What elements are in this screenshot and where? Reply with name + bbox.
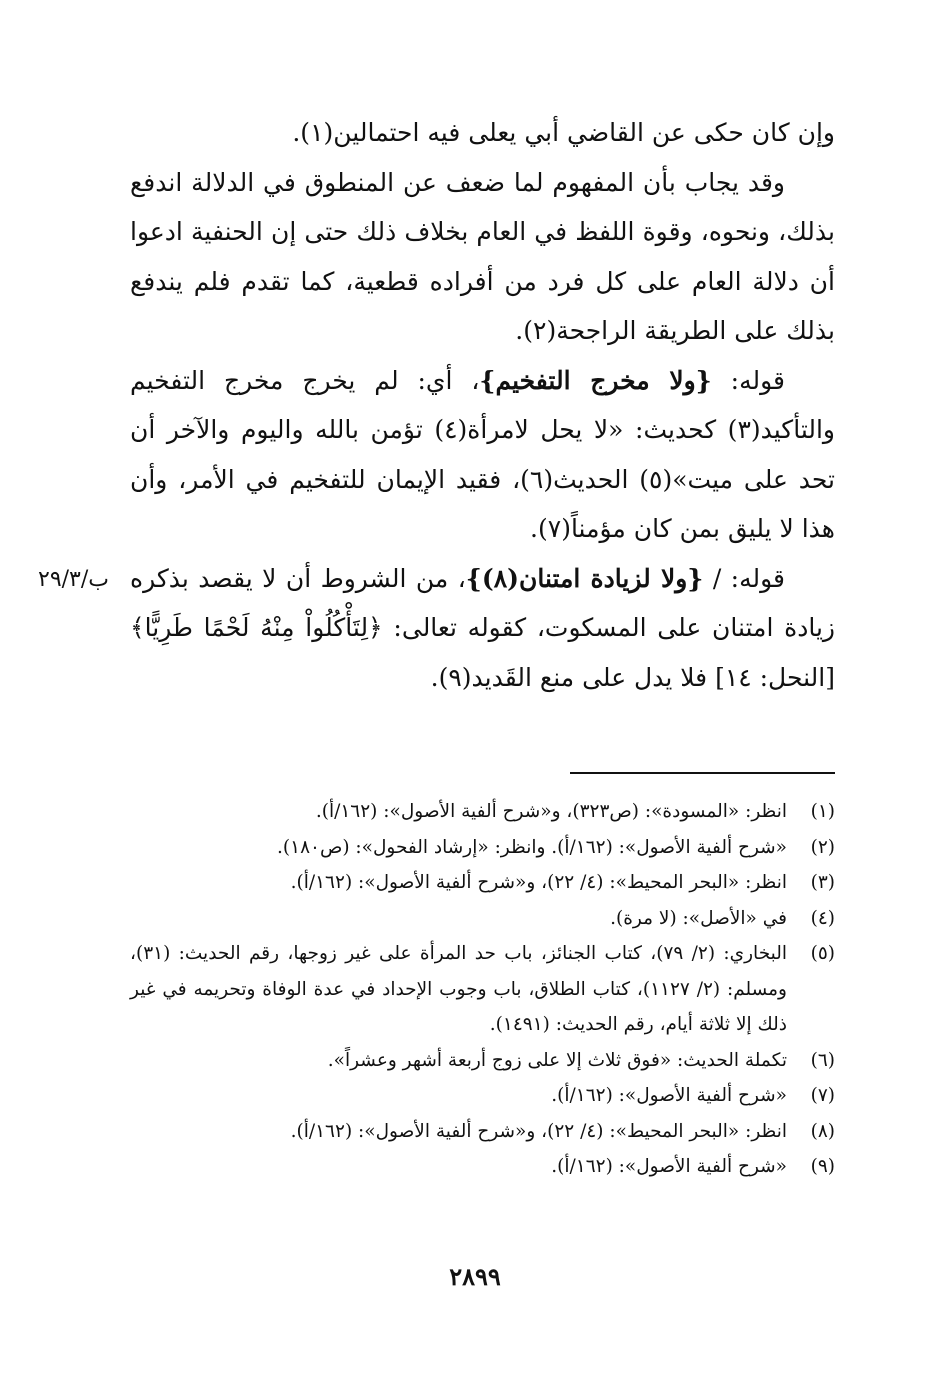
paragraph-4: [130, 554, 835, 703]
footnote-number: (٥): [810, 943, 835, 964]
footnote-number: (٧): [810, 1085, 835, 1106]
footnote: [130, 830, 835, 866]
footnote-text: انظر: «البحر المحيط»: (٤/ ٢٢)، و«شرح ألفية الأصول»: (١٦٢/أ).: [290, 1120, 787, 1142]
footnote: [130, 1043, 835, 1079]
footnote: [130, 936, 835, 1043]
footnote-number: (٦): [810, 1049, 835, 1071]
manuscript-folio-note: ب/٢٩/٣: [38, 567, 109, 592]
paragraph-3-heading: {ولا مخرج التفخيم}: [479, 365, 712, 395]
page-number: ٢٨٩٩: [449, 1262, 501, 1291]
footnote-text: «شرح ألفية الأصول»: (١٦٢/أ).: [551, 1156, 787, 1177]
paragraph-4-heading: {ولا لزيادة امتنان(٨)}: [465, 563, 704, 593]
footnote-number: (١): [810, 801, 835, 822]
footnote-number: (٢): [810, 836, 835, 858]
footnote-separator: [570, 772, 835, 774]
footnotes: [130, 794, 835, 1185]
footnote: [130, 901, 835, 937]
footnote-text: البخاري: (٢/ ٧٩)، كتاب الجنائز، باب حد المرأة على غير زوجها، رقم الحديث: (٣١)، ومسلم: (٢/ ١١٢٧)، كتاب الطلاق، باب وجوب الإحداد في عدة الوفاة وتحريمه في غير ذلك إلا ثلاثة أيام، رقم الحديث: (١٤٩١).: [130, 943, 787, 1035]
paragraph-4-lead: قوله: /: [703, 563, 785, 593]
footnote-number: (٤): [810, 907, 835, 929]
footnote-text: «شرح ألفية الأصول»: (١٦٢/أ).: [551, 1085, 787, 1106]
main-text: [130, 108, 835, 702]
footnote-number: (٨): [810, 1120, 835, 1142]
footnote: [130, 794, 835, 830]
footnote: [130, 1114, 835, 1150]
footnote: [130, 1078, 835, 1114]
paragraph-1: وإن كان حكى عن القاضي أبي يعلى فيه احتمالين(١).: [292, 118, 835, 147]
footnote-text: في «الأصل»: (لا مرة).: [610, 907, 787, 929]
footnote-number: (٩): [810, 1156, 835, 1177]
footnote-number: (٣): [810, 872, 835, 893]
paragraph-3: [130, 356, 835, 554]
paragraph-3-lead: قوله:: [711, 365, 785, 395]
paragraph-4-text: ، من الشروط أن لا يقصد بذكره زيادة امتنان على المسكوت، كقوله تعالى: ﴿لِتَأْكُلُواْ مِنْهُ لَحْمًا طَرِيًّا﴾ [النحل: ١٤] فلا يدل على منع القَديد(٩).: [130, 563, 835, 692]
paragraph-3-text: ، أي: لم يخرج مخرج التفخيم والتأكيد(٣) كحديث: «لا يحل لامرأة(٤) تؤمن بالله واليوم والآخر أن تحد على ميت»(٥) الحديث(٦)، فقيد الإيمان للتفخيم في الأمر، وأن هذا لا يليق بمن كان مؤمناً(٧).: [130, 365, 835, 543]
footnote: [130, 865, 835, 901]
footnote-text: تكملة الحديث: «فوق ثلاث إلا على زوج أربعة أشهر وعشراً».: [327, 1049, 787, 1071]
footnote: [130, 1149, 835, 1185]
footnote-text: انظر: «المسودة»: (ص٣٢٣)، و«شرح ألفية الأصول»: (١٦٢/أ).: [315, 801, 787, 822]
footnote-text: «شرح ألفية الأصول»: (١٦٢/أ). وانظر: «إرشاد الفحول»: (ص١٨٠).: [277, 836, 787, 858]
footnote-text: انظر: «البحر المحيط»: (٤/ ٢٢)، و«شرح ألفية الأصول»: (١٦٢/أ).: [290, 872, 787, 893]
paragraph-2: وقد يجاب بأن المفهوم لما ضعف عن المنطوق في الدلالة اندفع بذلك، ونحوه، وقوة اللفظ في العام بخلاف ذلك حتى إن الحنفية ادعوا أن دلالة العام على كل فرد من أفراده قطعية، كما تقدم فلم يندفع بذلك على الطريقة الراجحة(٢).: [130, 167, 835, 345]
